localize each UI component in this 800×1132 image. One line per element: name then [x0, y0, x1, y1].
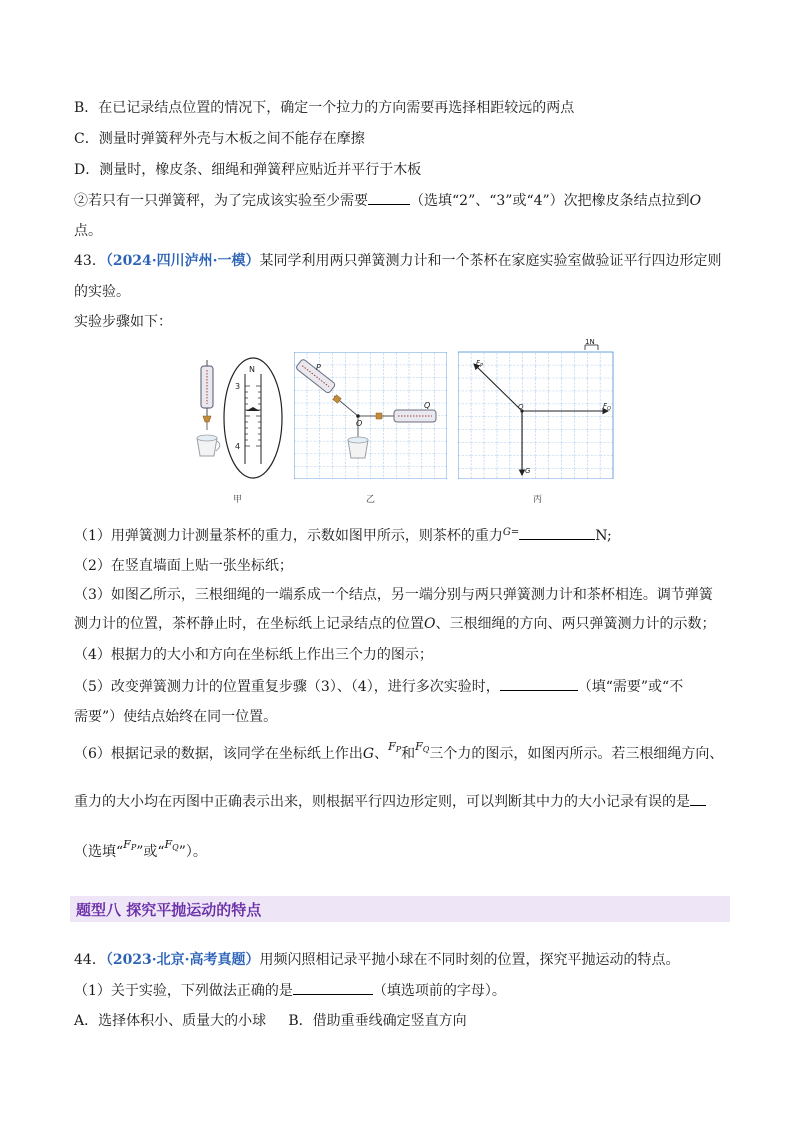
q43-step-6b-text: 重力的大小均在丙图中正确表示出来，则根据平行四边形定则，可以判断其中力的大小记录有误的是 — [74, 794, 690, 810]
q44-sub1-blank[interactable] — [293, 980, 373, 995]
scale-1n: 1N — [585, 338, 595, 346]
q43-stem-2: 的实验。 — [74, 284, 130, 300]
q42-sub2 — [74, 190, 701, 211]
q43-step-6a-fq: FQ — [415, 740, 430, 754]
section-heading: 题型八 探究平抛运动的特点 — [76, 901, 262, 919]
label-g: G — [525, 467, 531, 475]
q43-step-6a-and: 和 — [401, 746, 416, 762]
q44-sub1-pre: （1）关于实验，下列做法正确的是 — [74, 983, 293, 999]
q43-step-5a — [74, 676, 683, 697]
q43-step-1 — [74, 525, 612, 548]
label-fq: $F_Q$ — [603, 402, 611, 412]
q43-step-6c-pre: （选填“ — [74, 844, 124, 860]
q43-step-3b-text: 测力计的位置，茶杯静止时，在坐标纸上记录结点的位置 — [74, 616, 424, 632]
q43-step-5a-text: （5）改变弹簧测力计的位置重复步骤（3）、（4），进行多次实验时， — [74, 679, 500, 695]
q44-options: A．选择体积小、质量大的小球 B．借助重垂线确定竖直方向 — [74, 1013, 467, 1029]
q43-step-3b — [74, 614, 715, 634]
q43-step-6c-end: ”）。 — [178, 844, 207, 860]
q43-step-6c-mid: ”或“ — [136, 844, 165, 860]
q44-sub1 — [74, 980, 506, 1001]
q43-step-2: （2）在竖直墙面上贴一张坐标纸； — [74, 558, 293, 574]
q42-option-b: B．在已记录结点位置的情况下，确定一个拉力的方向需要再选择相距较远的两点 — [74, 100, 575, 116]
q43-step-1-text: （1）用弹簧测力计测量茶杯的重力，示数如图甲所示，则茶杯的重力 — [74, 528, 503, 544]
q42-option-c: C．测量时弹簧秤外壳与木板之间不能存在摩擦 — [74, 131, 365, 147]
q43-step-6a-sep: 、 — [374, 746, 389, 762]
figure-bing — [458, 337, 614, 479]
caption-jia: 甲 — [233, 495, 243, 505]
spring-balance-q — [394, 410, 436, 422]
q43-number: 43． — [74, 253, 106, 269]
q42-option-d: D．测量时，橡皮条、细绳和弹簧秤应贴近并平行于木板 — [74, 162, 422, 178]
caption-yi: 乙 — [366, 495, 376, 505]
q43-source: （2024·四川泸州·一模） — [105, 253, 260, 269]
label-p: P — [316, 363, 321, 372]
q43-step-1-g: G — [502, 527, 511, 538]
q43-step-6c-fp: FP — [123, 838, 137, 852]
q42-sub2-O: O — [689, 193, 702, 209]
q43-step-6a-g: G — [362, 746, 375, 762]
q44-source: （2023·北京·高考真题） — [105, 952, 260, 968]
q43-step-3a: （3）如图乙所示，三根细绳的一端系成一个结点，另一端分别与两只弹簧测力计和茶杯相连。调节弹簧 — [74, 587, 713, 603]
q43-step-6b — [74, 791, 706, 812]
q43-step-1-blank[interactable] — [519, 525, 595, 540]
q43-step-5b: 需要”）使结点始终在同一位置。 — [74, 709, 278, 725]
q42-sub2-post: （选填“2”、“3”或“4”）次把橡皮条结点拉到 — [410, 193, 690, 209]
tick-4: 4 — [235, 442, 241, 451]
label-q: Q — [424, 401, 431, 410]
q43-step-4: （4）根据力的大小和方向在坐标纸上作出三个力的图示； — [74, 647, 433, 663]
q43-step-3b-end: 、三根细绳的方向、两只弹簧测力计的示数； — [435, 616, 716, 632]
q43-step-6a-text: （6）根据记录的数据，该同学在坐标纸上作出 — [74, 746, 363, 762]
q43-stem-1 — [74, 251, 722, 271]
q43-step-1-eq: = — [510, 527, 520, 538]
q43-step-6c-fq: FQ — [164, 838, 179, 852]
q43-steps-intro: 实验步骤如下： — [74, 314, 172, 330]
q42-sub2-pre: ②若只有一只弹簧秤，为了完成该实验至少需要 — [74, 193, 368, 209]
q42-sub2-blank[interactable] — [368, 190, 410, 205]
figure-jia — [190, 352, 290, 492]
q44-stem-text: 用频闪照相记录平抛小球在不同时刻的位置，探究平抛运动的特点。 — [259, 952, 680, 968]
scale-unit: N — [249, 365, 255, 374]
label-o: O — [356, 419, 363, 428]
tick-3: 3 — [235, 382, 241, 391]
q43-step-5a-post: （填“需要”或“不 — [577, 679, 684, 695]
q43-step-5-blank[interactable] — [500, 676, 578, 691]
q43-step-6a-fp: FP — [388, 740, 402, 754]
caption-bing: 丙 — [533, 495, 543, 505]
q43-step-1-unit: N; — [595, 528, 612, 544]
label-o-bing: O — [518, 403, 524, 411]
q43-step-6a — [74, 740, 724, 768]
q42-sub2-end: 点。 — [74, 223, 102, 239]
knot-o — [356, 414, 360, 418]
q44-sub1-post: （填选项前的字母）。 — [372, 983, 506, 999]
magnified-scale — [224, 358, 282, 478]
spring-balance-body — [201, 366, 213, 408]
q44-number: 44． — [74, 952, 106, 968]
q44-stem — [74, 950, 680, 970]
q43-step-6c — [74, 838, 207, 866]
label-fp: $F_P$ — [476, 359, 484, 369]
figure-yi — [294, 352, 447, 479]
q43-stem-text: 某同学利用两只弹簧测力计和一个茶杯在家庭实验室做验证平行四边形定则 — [259, 253, 722, 269]
q43-step-3b-o: O — [424, 616, 436, 632]
q43-step-6-blank[interactable] — [690, 791, 706, 806]
q43-step-6a-post: 三个力的图示，如图丙所示。若三根细绳方向、 — [429, 746, 724, 762]
